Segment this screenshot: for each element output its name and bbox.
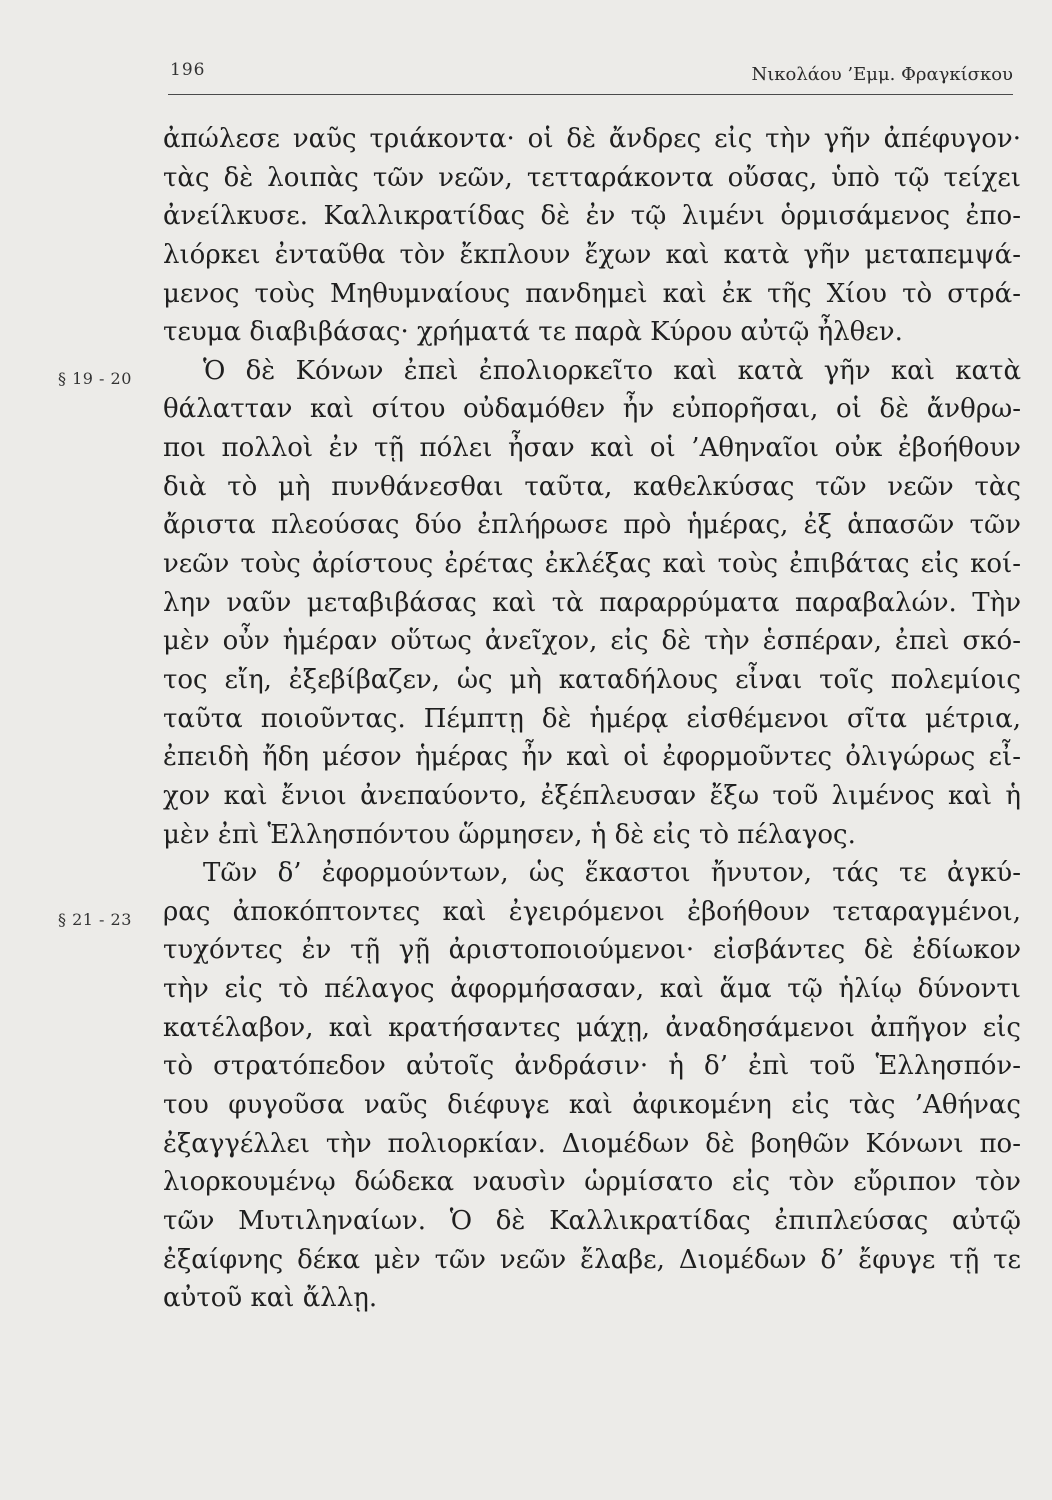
text-line: χον καὶ ἔνιοι ἀνεπαύοντο, ἐξέπλευσαν ἔξω τοῦ λιμένος καὶ ἡ <box>163 780 1021 811</box>
text-line: ἀπώλεσε ναῦς τριάκοντα· οἱ δὲ ἄνδρες εἰς τὴν γῆν ἀπέφυγον· <box>163 124 1021 154</box>
margin-note-section-19-20: § 19 - 20 <box>58 369 132 388</box>
text-line: ἐπειδὴ ἤδη μέσον ἡμέρας ἦν καὶ οἱ ἐφορμοῦντες ὀλιγώρως εἶ- <box>163 742 1021 773</box>
text-line: κατέλαβον, καὶ κρατήσαντες μάχῃ, ἀναδησάμενοι ἀπῆγον εἰς <box>163 1012 1021 1043</box>
text-line: λιόρκει ἐνταῦθα τὸν ἔκπλουν ἔχων καὶ κατὰ γῆν μεταπεμψά- <box>163 239 1021 270</box>
running-head: Νικολάου ’Εμμ. Φραγκίσκου <box>751 64 1013 85</box>
text-line: διὰ τὸ μὴ πυνθάνεσθαι ταῦτα, καθελκύσας τῶν νεῶν τὰς <box>163 471 1021 502</box>
text-line: ἐξαίφνης δέκα μὲν τῶν νεῶν ἔλαβε, Διομέδων δ’ ἔφυγε τῇ τε <box>163 1244 1021 1275</box>
text-line: ταῦτα ποιοῦντας. Πέμπτῃ δὲ ἡμέρᾳ εἰσθέμενοι σῖτα μέτρια, <box>163 703 1021 734</box>
body-text <box>163 120 1021 1318</box>
text-line: ἄριστα πλεούσας δύο ἐπλήρωσε πρὸ ἡμέρας, ἐξ ἁπασῶν τῶν <box>163 510 1021 541</box>
text-line: νεῶν τοὺς ἀρίστους ἐρέτας ἐκλέξας καὶ τοὺς ἐπιβάτας εἰς κοί- <box>163 549 1021 580</box>
text-line: ἐξαγγέλλει τὴν πολιορκίαν. Διομέδων δὲ βοηθῶν Κόνωνι πο- <box>163 1128 1021 1159</box>
text-line: λην ναῦν μεταβιβάσας καὶ τὰ παραρρύματα παραβαλών. Τὴν <box>163 587 1021 618</box>
text-line: Ὁ δὲ Κόνων ἐπεὶ ἐπολιορκεῖτο καὶ κατὰ γῆν καὶ κατὰ <box>203 355 1021 386</box>
text-line: τῶν Μυτιληναίων. Ὁ δὲ Καλλικρατίδας ἐπιπλεύσας αὐτῷ <box>163 1205 1021 1236</box>
text-line: τυχόντες ἐν τῇ γῇ ἀριστοποιούμενοι· εἰσβάντες δὲ ἐδίωκον <box>163 935 1021 966</box>
text-line: λιορκουμένῳ δώδεκα ναυσὶν ὡρμίσατο εἰς τὸν εὔριπον τὸν <box>163 1167 1021 1198</box>
page-header <box>168 58 1013 95</box>
text-line: μὲν οὖν ἡμέραν οὕτως ἀνεῖχον, εἰς δὲ τὴν ἑσπέραν, ἐπεὶ σκό- <box>163 626 1021 657</box>
text-line: τευμα διαβιβάσας· χρήματά τε παρὰ Κύρου αὐτῷ ἦλθεν. <box>163 317 903 348</box>
text-line: θάλατταν καὶ σίτου οὐδαμόθεν ἦν εὐπορῆσαι, οἱ δὲ ἄνθρω- <box>163 394 1021 425</box>
text-line: τὴν εἰς τὸ πέλαγος ἀφορμήσασαν, καὶ ἅμα τῷ ἡλίῳ δύνοντι <box>163 974 1021 1005</box>
page-number: 196 <box>170 60 206 80</box>
text-line: του φυγοῦσα ναῦς διέφυγε καὶ ἀφικομένη εἰς τὰς ’Αθήνας <box>163 1090 1021 1121</box>
text-line: αὐτοῦ καὶ ἄλλῃ. <box>163 1283 378 1314</box>
text-line: ποι πολλοὶ ἐν τῇ πόλει ἦσαν καὶ οἱ ’Αθηναῖοι οὐκ ἐβοήθουν <box>163 433 1021 464</box>
text-line: τος εἴη, ἐξεβίβαζεν, ὡς μὴ καταδήλους εἶναι τοῖς πολεμίοις <box>163 664 1021 695</box>
text-line: Τῶν δ’ ἐφορμούντων, ὡς ἕκαστοι ἤνυτον, τάς τε ἀγκύ- <box>203 858 1021 889</box>
margin-note-section-21-23: § 21 - 23 <box>58 910 132 929</box>
text-line: μενος τοὺς Μηθυμναίους πανδημεὶ καὶ ἐκ τῆς Χίου τὸ στρά- <box>163 278 1021 309</box>
text-line: ρας ἀποκόπτοντες καὶ ἐγειρόμενοι ἐβοήθουν τεταραγμένοι, <box>163 896 1021 927</box>
text-line: τὸ στρατόπεδον αὐτοῖς ἀνδράσιν· ἡ δ’ ἐπὶ τοῦ Ἑλλησπόν- <box>163 1051 1021 1082</box>
text-line: τὰς δὲ λοιπὰς τῶν νεῶν, τετταράκοντα οὔσας, ὑπὸ τῷ τείχει <box>163 162 1021 193</box>
text-line: μὲν ἐπὶ Ἑλλησπόντου ὥρμησεν, ἡ δὲ εἰς τὸ πέλαγος. <box>163 819 856 850</box>
text-line: ἀνείλκυσε. Καλλικρατίδας δὲ ἐν τῷ λιμένι ὁρμισάμενος ἐπο- <box>163 201 1021 232</box>
